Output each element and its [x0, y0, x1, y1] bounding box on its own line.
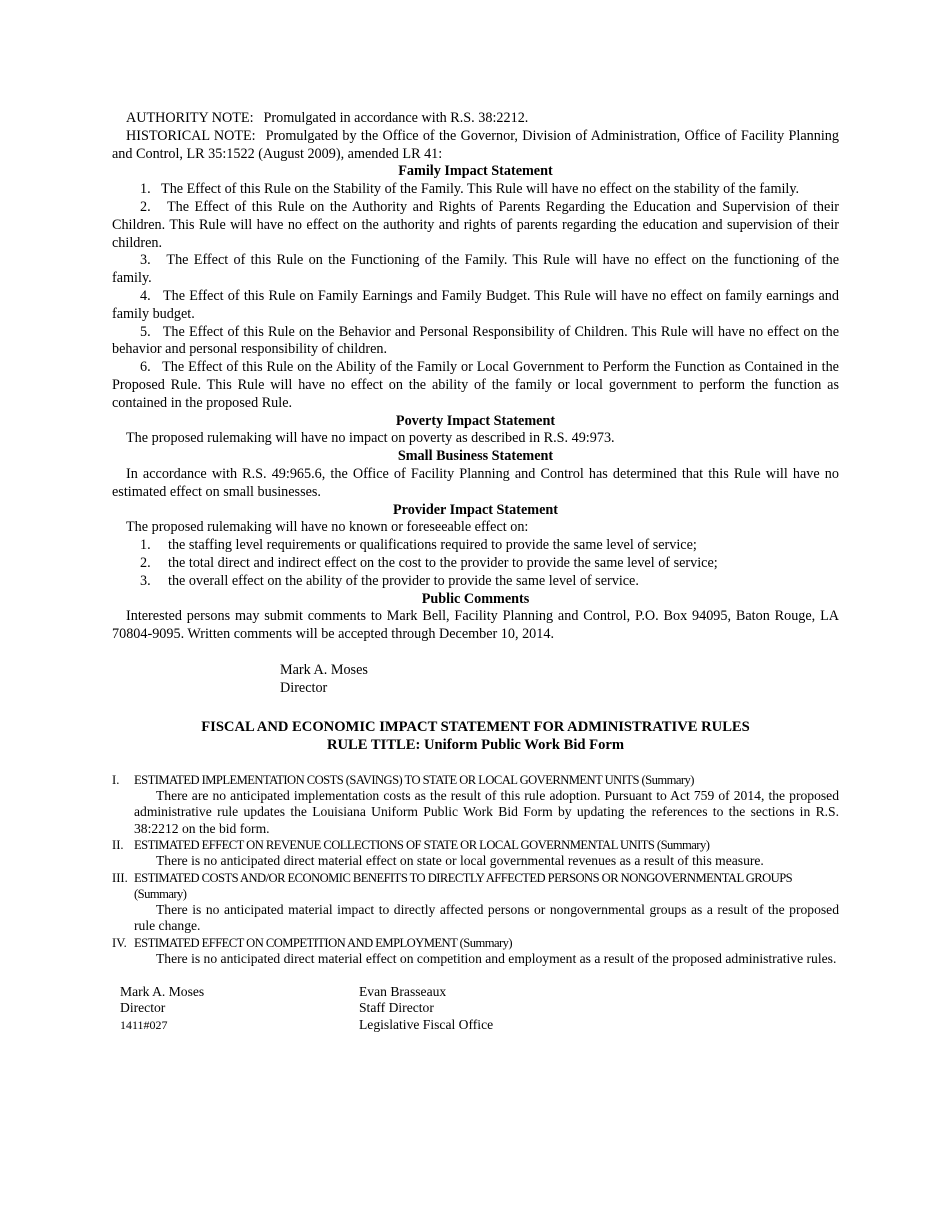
fiscal-title: FISCAL AND ECONOMIC IMPACT STATEMENT FOR ADMINISTRATIVE RULES: [201, 718, 750, 735]
small-business-text: In accordance with R.S. 49:965.6, the Office of Facility Planning and Control has determined that this Rule will have no estimated effect on small businesses.: [112, 465, 839, 500]
fiscal-section-text: There is no anticipated direct material effect on state or local governmental revenues as a result of this measure.: [156, 853, 764, 868]
item-text: The Effect of this Rule on Family Earnings and Family Budget. This Rule will have no effect on family earnings and family budget.: [112, 287, 839, 322]
item-number: 1.: [140, 537, 151, 554]
fiscal-signatures: [112, 984, 839, 1044]
roman-numeral: II.: [112, 838, 124, 852]
item-text: The Effect of this Rule on the Stability of the Family. This Rule will have no effect on the stability of the family.: [161, 181, 800, 198]
section-heading-text: ESTIMATED EFFECT ON REVENUE COLLECTIONS OF STATE OR LOCAL GOVERNMENTAL UNITS (Summary): [134, 838, 710, 852]
item-number: 6.: [140, 359, 151, 376]
signer-right: [359, 984, 493, 1033]
historical-note-text: Promulgated by the Office of the Governor, Division of Administration, Office of Facility Planning and Control, LR 35:1522 (August 2009), amended LR 41:: [112, 127, 839, 162]
fiscal-sections: [112, 772, 839, 968]
roman-numeral: III.: [112, 870, 128, 885]
provider-impact-heading: Provider Impact Statement: [393, 501, 558, 518]
family-impact-item: [112, 288, 839, 324]
roman-numeral: IV.: [112, 935, 127, 950]
list-item: [112, 555, 839, 573]
historical-note: [112, 128, 839, 164]
item-number: 2.: [140, 554, 151, 571]
fiscal-section-heading: [112, 870, 839, 902]
fiscal-section-text: There are no anticipated implementation costs as the result of this rule adoption. Pursuant to Act 759 of 2014, the proposed administrative rule updates the Louisiana Uniform Public Work Bid Form by updating the references to the sections in R.S. 38:2212 on the bid form.: [134, 787, 839, 836]
authority-note: [112, 110, 839, 128]
section-heading-text: ESTIMATED EFFECT ON COMPETITION AND EMPLOYMENT (Summary): [134, 935, 513, 950]
fiscal-section-text: There is no anticipated material impact to directly affected persons or nongovernmental groups as a result of the proposed rule change.: [134, 901, 839, 933]
fiscal-section-text: There is no anticipated direct material effect on competition and employment as a result of the proposed administrative rules.: [156, 950, 837, 966]
signer-left: [120, 984, 204, 1033]
signature-name: Mark A. Moses: [280, 661, 368, 678]
document-code: 1411#027: [120, 1017, 168, 1032]
signer-left-name: Mark A. Moses: [120, 984, 205, 999]
item-number: 3.: [140, 252, 151, 269]
provider-impact-intro: The proposed rulemaking will have no known or foreseeable effect on:: [126, 519, 529, 536]
fiscal-title-block: [112, 718, 839, 754]
item-number: 5.: [140, 323, 151, 340]
list-item: [112, 537, 839, 555]
item-text: The Effect of this Rule on the Functioning of the Family. This Rule will have no effect on the functioning of the family.: [112, 252, 840, 287]
family-impact-item: [112, 324, 839, 360]
signature-block: [280, 662, 839, 698]
poverty-impact-heading: Poverty Impact Statement: [395, 412, 556, 429]
fiscal-section-heading: [112, 772, 839, 788]
item-number: 2.: [140, 198, 151, 215]
item-number: 4.: [140, 287, 151, 304]
item-text: the overall effect on the ability of the provider to provide the same level of service.: [168, 572, 639, 589]
fiscal-section-heading: [112, 935, 839, 951]
item-text: The Effect of this Rule on the Authority and Rights of Parents Regarding the Education and Supervision of their Children. This Rule will have no effect on the authority and rights of parents regarding the education and supervision of their children.: [112, 198, 839, 251]
list-item: [112, 573, 839, 591]
signer-right-title: Staff Director: [359, 1000, 434, 1016]
document-body: [112, 110, 839, 1044]
public-comments-text: Interested persons may submit comments to Mark Bell, Facility Planning and Control, P.O. Box 94095, Baton Rouge, LA 70804-9095. Written comments will be accepted through December 10, 2014.: [112, 608, 839, 643]
family-impact-item: [112, 359, 839, 412]
item-number: 1.: [140, 181, 151, 198]
poverty-impact-text: The proposed rulemaking will have no impact on poverty as described in R.S. 49:973.: [126, 430, 615, 447]
signer-right-office: Legislative Fiscal Office: [359, 1016, 494, 1032]
authority-note-label: AUTHORITY NOTE:: [126, 110, 254, 126]
item-text: the total direct and indirect effect on the cost to the provider to provide the same level of service;: [168, 554, 718, 571]
fiscal-section: [112, 837, 839, 870]
item-number: 3.: [140, 572, 151, 589]
fiscal-section-heading: [112, 837, 839, 853]
fiscal-section: [112, 772, 839, 838]
authority-note-text: Promulgated in accordance with R.S. 38:2212.: [263, 110, 529, 126]
roman-numeral: I.: [112, 772, 120, 787]
rule-title: RULE TITLE: Uniform Public Work Bid Form: [326, 736, 625, 753]
small-business-heading: Small Business Statement: [397, 448, 554, 465]
signer-left-title: Director: [120, 1000, 166, 1016]
fiscal-section: [112, 870, 839, 935]
item-text: The Effect of this Rule on the Behavior and Personal Responsibility of Children. This Rule will have no effect on the behavior and personal responsibility of children.: [112, 323, 840, 358]
family-impact-item: [112, 252, 839, 288]
item-text: the staffing level requirements or qualifications required to provide the same level of service;: [168, 537, 697, 554]
provider-impact-list: [112, 537, 839, 590]
signature-title: Director: [280, 679, 328, 696]
item-text: The Effect of this Rule on the Ability of the Family or Local Government to Perform the Function as Contained in the Proposed Rule. This Rule will have no effect on the ability of the family or local government to perform the function as contained in the proposed Rule.: [112, 359, 839, 411]
historical-note-label: HISTORICAL NOTE:: [126, 127, 256, 144]
public-comments-heading: Public Comments: [421, 590, 530, 607]
family-impact-item: [112, 181, 839, 199]
family-impact-item: [112, 199, 839, 252]
section-heading-text: ESTIMATED COSTS AND/OR ECONOMIC BENEFITS TO DIRECTLY AFFECTED PERSONS OR NONGOVERNMENTAL GROUPS (Summary): [134, 870, 793, 901]
family-impact-heading: Family Impact Statement: [398, 163, 553, 180]
signer-right-name: Evan Brasseaux: [359, 984, 447, 999]
section-heading-text: ESTIMATED IMPLEMENTATION COSTS (SAVINGS) TO STATE OR LOCAL GOVERNMENT UNITS (Summary): [134, 772, 694, 787]
fiscal-section: [112, 935, 839, 968]
